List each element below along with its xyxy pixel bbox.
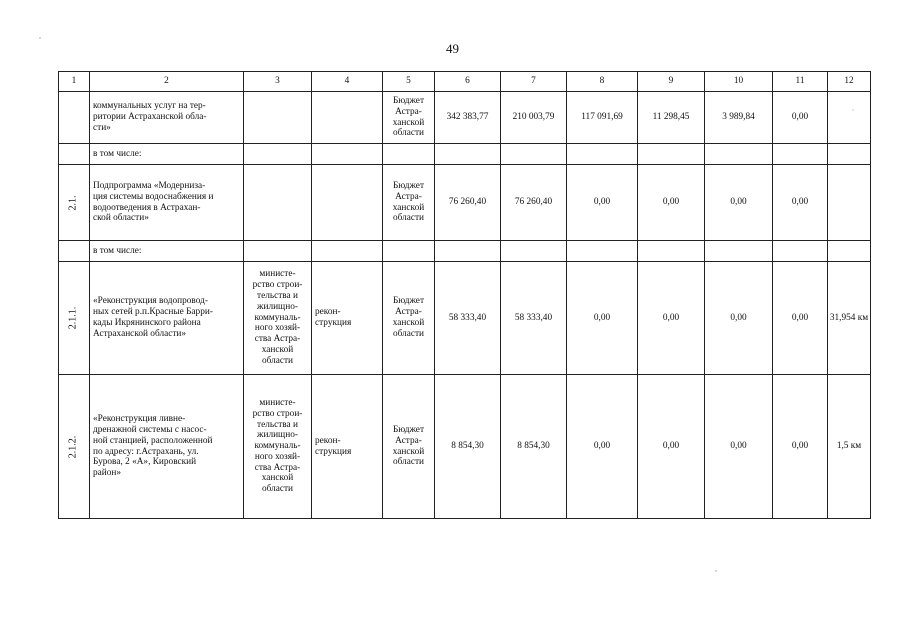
- column-number-header: 10: [705, 72, 773, 92]
- amount-cell: 210 003,79: [501, 92, 567, 144]
- page-number: 49: [446, 41, 459, 56]
- amount-cell: 8 854,30: [435, 375, 501, 519]
- amount-cell: 0,00: [773, 92, 828, 144]
- amount-cell: 58 333,40: [501, 262, 567, 375]
- amount-cell: 0,00: [705, 165, 773, 241]
- amount-cell: 0,00: [567, 375, 638, 519]
- funding-source-cell: Бюджет Астра- ханской области: [383, 375, 435, 519]
- amount-cell: 3 989,84: [705, 92, 773, 144]
- funding-source-cell: Бюджет Астра- ханской области: [383, 92, 435, 144]
- amount-cell: 0,00: [638, 165, 705, 241]
- work-type-cell: рекон- струкция: [312, 262, 383, 375]
- column-number-header: 5: [383, 72, 435, 92]
- amount-cell: 0,00: [773, 375, 828, 519]
- item-name-cell: «Реконструкция водопровод- ных сетей р.п.Красные Барри- кады Икрянинского района Астраханской области»: [90, 262, 244, 375]
- amount-cell: 0,00: [705, 262, 773, 375]
- column-number-header: 6: [435, 72, 501, 92]
- amount-cell: 76 260,40: [501, 165, 567, 241]
- scan-speck: [39, 37, 40, 38]
- item-name-cell: в том числе:: [90, 144, 244, 165]
- result-cell: 1,5 км: [828, 375, 871, 519]
- item-name-cell: Подпрограмма «Модерниза- ция системы водоснабжения и водоотведения в Астрахан- ской области»: [90, 165, 244, 241]
- amount-cell: 0,00: [567, 262, 638, 375]
- amount-cell: 58 333,40: [435, 262, 501, 375]
- column-number-header: 12: [828, 72, 871, 92]
- column-number-header: 7: [501, 72, 567, 92]
- item-name-cell: «Реконструкция ливне- дренажной системы с насос- ной станцией, расположенной по адресу: г.Астрахань, ул. Бурова, 2 «А», Кировский район»: [90, 375, 244, 519]
- column-number-header: 9: [638, 72, 705, 92]
- amount-cell: 117 091,69: [567, 92, 638, 144]
- amount-cell: 0,00: [705, 375, 773, 519]
- amount-cell: 0,00: [638, 375, 705, 519]
- amount-cell: 8 854,30: [501, 375, 567, 519]
- work-type-cell: рекон- струкция: [312, 375, 383, 519]
- column-number-header: 3: [244, 72, 312, 92]
- scan-speck: [715, 570, 716, 571]
- item-number-cell: 2.1.2.: [59, 375, 90, 519]
- scan-speck: [852, 109, 853, 110]
- amount-cell: 76 260,40: [435, 165, 501, 241]
- executor-cell: министе- рство строи- тельства и жилищно- коммуналь- ного хозяй- ства Астра- ханской области: [244, 262, 312, 375]
- amount-cell: 342 383,77: [435, 92, 501, 144]
- result-cell: 31,954 км: [828, 262, 871, 375]
- funding-source-cell: Бюджет Астра- ханской области: [383, 165, 435, 241]
- amount-cell: 0,00: [638, 262, 705, 375]
- amount-cell: 0,00: [773, 262, 828, 375]
- executor-cell: министе- рство строи- тельства и жилищно- коммуналь- ного хозяй- ства Астра- ханской области: [244, 375, 312, 519]
- amount-cell: 0,00: [773, 165, 828, 241]
- column-number-header: 8: [567, 72, 638, 92]
- funding-source-cell: Бюджет Астра- ханской области: [383, 262, 435, 375]
- item-number-cell: 2.1.: [59, 165, 90, 241]
- column-number-header: 2: [90, 72, 244, 92]
- column-number-header: 4: [312, 72, 383, 92]
- amount-cell: 0,00: [567, 165, 638, 241]
- item-name-cell: коммунальных услуг на тер- ритории Астраханской обла- сти»: [90, 92, 244, 144]
- column-number-header: 1: [59, 72, 90, 92]
- column-number-header: 11: [773, 72, 828, 92]
- item-name-cell: в том числе:: [90, 241, 244, 262]
- amount-cell: 11 298,45: [638, 92, 705, 144]
- item-number-cell: 2.1.1.: [59, 262, 90, 375]
